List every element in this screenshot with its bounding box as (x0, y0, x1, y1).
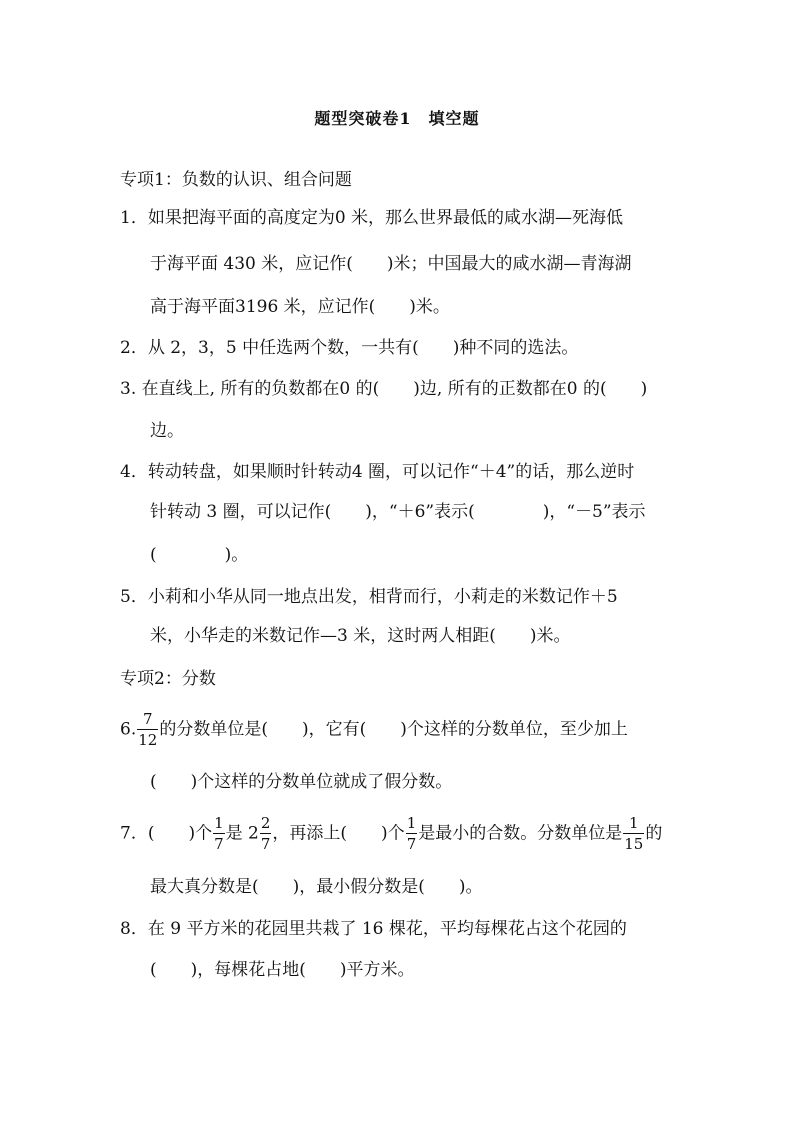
fraction-denominator: 7 (406, 835, 417, 853)
fraction-numerator: 2 (260, 814, 271, 832)
fraction-1-7-a (213, 816, 225, 852)
question-1-line-2: 于海平面 430 米，应记作( )米；中国最大的咸水湖—青海湖 (150, 254, 632, 274)
question-4-line-1: 4．转动转盘，如果顺时针转动4 圈，可以记作“＋4”的话，那么逆时 (120, 462, 635, 482)
fraction-numerator: 7 (137, 712, 158, 730)
question-1-line-1: 1．如果把海平面的高度定为0 米，那么世界最低的咸水湖—死海低 (120, 208, 624, 228)
fraction-1-7-b (406, 816, 418, 852)
fraction-1-15 (623, 816, 644, 852)
question-5-line-1: 5．小莉和小华从同一地点出发，相背而行，小莉走的米数记作＋5 (120, 587, 618, 607)
question-6-line-1 (120, 712, 628, 748)
question-6-number: 6. (120, 719, 137, 740)
question-5-line-2: 米，小华走的米数记作—3 米，这时两人相距( )米。 (150, 626, 571, 646)
fraction-denominator: 7 (214, 835, 224, 853)
question-6-line-2: ( )个这样的分数单位就成了假分数。 (150, 772, 453, 792)
question-7-line-1 (120, 816, 662, 852)
section-heading-2: 专项2：分数 (120, 669, 216, 689)
fraction-7-12 (137, 712, 158, 748)
fraction-denominator: 15 (624, 835, 644, 853)
fraction-numerator: 1 (623, 816, 644, 834)
question-7-text-5: 的 (645, 823, 663, 844)
question-7-text-1: 7．( )个 (120, 823, 213, 844)
fraction-denominator: 12 (138, 731, 158, 749)
question-1-line-3: 高于海平面3196 米，应记作( )米。 (150, 297, 450, 317)
fraction-denominator: 7 (260, 835, 271, 853)
question-6-text: 的分数单位是( )，它有( )个这样的分数单位，至少加上 (159, 719, 628, 740)
section-heading-1: 专项1：负数的认识、组合问题 (120, 170, 352, 190)
question-7-text-3: ，再添上( )个 (272, 823, 405, 844)
question-4-line-3: ( )。 (150, 545, 249, 565)
fraction-numerator: 1 (214, 814, 224, 832)
question-7-text-2: 是 2 (225, 823, 259, 844)
question-2-line-1: 2．从 2，3，5 中任选两个数，一共有( )种不同的选法。 (120, 338, 579, 358)
fraction-numerator: 1 (406, 814, 417, 832)
fraction-2-7 (260, 816, 272, 852)
question-4-line-2: 针转动 3 圈，可以记作( )，“＋6”表示( )，“－5”表示 (150, 502, 646, 522)
question-7-line-2: 最大真分数是( )，最小假分数是( )。 (150, 877, 483, 897)
question-3-line-1: 3. 在直线上, 所有的负数都在0 的( )边, 所有的正数都在0 的( ) (120, 379, 648, 399)
question-8-line-1: 8．在 9 平方米的花园里共栽了 16 棵花，平均每棵花占这个花园的 (120, 919, 627, 939)
question-7-text-4: 是最小的合数。分数单位是 (418, 823, 623, 844)
page-title: 题型突破卷1 填空题 (314, 109, 480, 128)
question-8-line-2: ( )，每棵花占地( )平方米。 (150, 960, 415, 980)
question-3-line-2: 边。 (150, 421, 184, 441)
